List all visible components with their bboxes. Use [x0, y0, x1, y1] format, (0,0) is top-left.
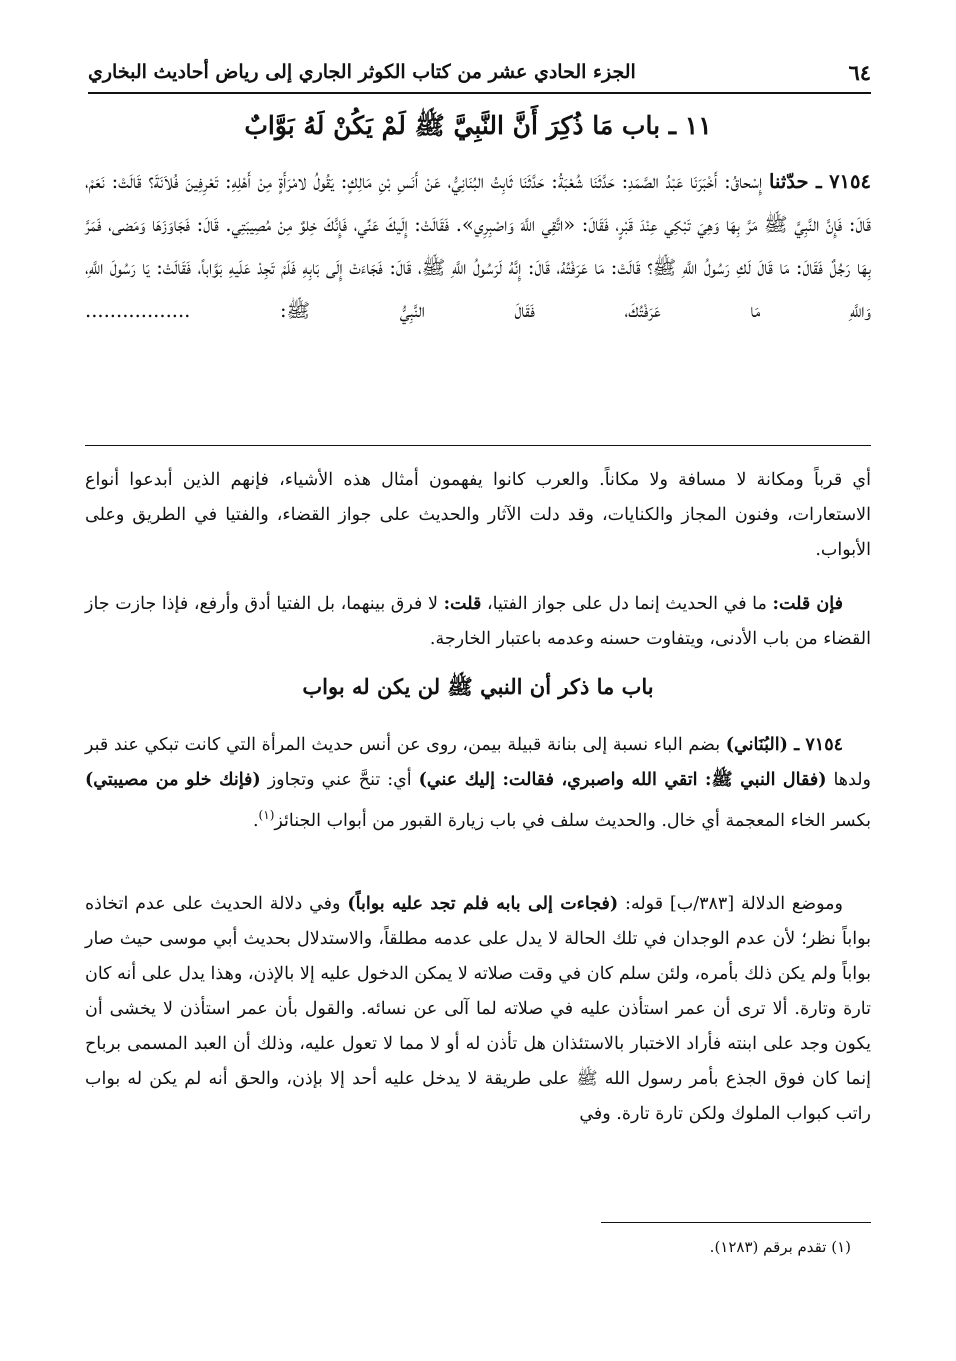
hadith-body: إِسْحاقُ: أَخْبَرَنَا عَبْدُ الصَّمَدِ: حَدَّثَنَا شُعْبَةُ: حَدَّثَنَا ثَابِتُ البُنَانِيُّ، عَنْ أَنَسِ بْنِ مَالِكٍ: يَقُولُ لامْرَأَةٍ مِنْ أَهْلِهِ: تَعْرِفِينَ فُلاَنَةَ؟ قَالَتْ: نَعَمْ، قَالَ: فَإِنَّ النَّبِيَّ ﷺ مَرَّ بِهَا وَهِيَ تَبْكِي عِنْدَ قَبْرٍ، فَقَالَ: «اتَّقِي اللَّهَ وَاصْبِرِي». فَقَالَتْ: إِلَيكَ عَنِّي، فَإِنَّكَ خِلوٌ مِنْ مُصِيبَتِي. قَالَ: فَجَاوَزَهَا وَمَضى، فَمَرَّ بِهَا رَجُلٌ فَقَالَ: مَا قَالَ لَكِ رَسُولُ اللَّهِ ﷺ؟ قَالَتْ: مَا عَرَفْتُهُ، قَالَ: إِنَّهُ لَرَسُولُ اللَّهِ ﷺ، قَالَ: فَجَاءَتْ إِلَى بَابِهِ فَلَمْ تَجِدْ عَلَيهِ بَوَّاباً، فَقَالَتْ: يَا رَسُولَ اللَّهِ، وَاللَّهِ مَا عَرَفْتُكَ، فَقَالَ النَّبِيُّ ﷺ: ................. [85, 170, 871, 322]
commentary-text: . [252, 810, 259, 831]
hadith-number: ٧١٥٤ ـ حدّثنا [769, 170, 871, 193]
commentary-text: بضم الباء نسبة إلى بنانة قبيلة بيمن، روى عن أنس حديث المرأة التي كانت تبكي عند قبر ولدها [85, 735, 871, 790]
commentary-text: وفي دلالة الحديث على عدم اتخاذه بواباً نظر؛ لأن عدم الوجدان في تلك الحالة لا يدل على عدمه مطلقاً، والاستدلال بحديث أبي موسى حيث صار بواباً ولم يكن ذلك بأمره، ولئن سلم كان في وقت صلاته لا يمكن الدخول عليه إلا بالإذن، وهذا يدل على أنه كان تارة وتارة. ألا ترى أن عمر استأذن عليه في صلاته لما آلى عن نسائه. والقول بأن عمر استأذن لا يخشى أن يكون وجد على ابنته فأراد الاختبار بالاستئذان هل تأذن له أو لا مما لا تعول عليه، وذلك أن العبد المسمى برباح إنما كان فوق الجذع بأمر رسول الله ﷺ على طريقة لا يدخل عليه أحد إلا بإذن، والحق أنه لم يكن له بواب راتب كبواب الملوك ولكن تارة تارة. وفي [85, 894, 871, 1124]
footnote-ref[interactable]: (١) [258, 808, 275, 822]
text-divider [85, 445, 871, 446]
commentary-paragraph-1 [85, 463, 871, 568]
hadith-text [85, 160, 871, 332]
question-text: ما في الحديث إنما دل على جواز الفتيا، [487, 594, 767, 614]
quoted-text: (فقال النبي ﷺ: اتقي الله واصبري، فقالت: إليك عني) [418, 770, 827, 790]
answer-text: لا فرق بينهما، بل الفتيا أدق وأرفع، فإذا جازت جاز القضاء من باب الأدنى، ويتفاوت حسنه وعدمه باعتبار الخارجة. [85, 594, 871, 649]
commentary-text: أي قرباً ومكانة لا مسافة ولا مكاناً. والعرب كانوا يفهمون أمثال هذه الأشياء، فإنهم الذين أبدعوا أنواع الاستعارات، وفنون المجاز والكنايات، وقد دلت الآثار والحديث على جواز القضاء، والفتيا في الطريق وعلى الأبواب. [85, 470, 871, 560]
page-number: ٦٤ [848, 59, 871, 85]
commentary-text: أي: تنحَّ عني وتجاوز [267, 770, 412, 790]
commentary-text: وموضع الدلالة [٣٨٣/ب] قوله: [625, 894, 843, 914]
running-header [88, 52, 871, 94]
footnote-divider [601, 1222, 871, 1223]
commentary-paragraph-2 [85, 587, 871, 657]
commentary-hadith-number: ٧١٥٤ ـ (البُنَاني) [725, 735, 843, 755]
footnote: (١) تقدم برقم (١٢٨٣). [709, 1238, 851, 1256]
chapter-title: ١١ ـ باب مَا ذُكِرَ أَنَّ النَّبِيَّ ﷺ لَمْ يَكُنْ لَهُ بَوَّابٌ [244, 111, 712, 140]
question-label: فإن قلت: [772, 594, 843, 614]
running-title: الجزء الحادي عشر من كتاب الكوثر الجاري إلى رياض أحاديث البخاري [88, 61, 636, 83]
commentary-paragraph-4 [85, 887, 871, 1132]
commentary-chapter-title: باب ما ذكر أن النبي ﷺ لن يكن له بواب [302, 674, 654, 699]
quoted-text: (فإنك خلو من مصيبتي) [85, 770, 261, 790]
commentary-paragraph-3 [85, 728, 871, 839]
answer-label: قلت: [443, 594, 482, 614]
quoted-text: (فجاءت إلى بابه فلم تجد عليه بواباً) [347, 894, 619, 914]
commentary-text: بكسر الخاء المعجمة أي خال. والحديث سلف في باب زيارة القبور من أبواب الجنائز [274, 810, 871, 831]
